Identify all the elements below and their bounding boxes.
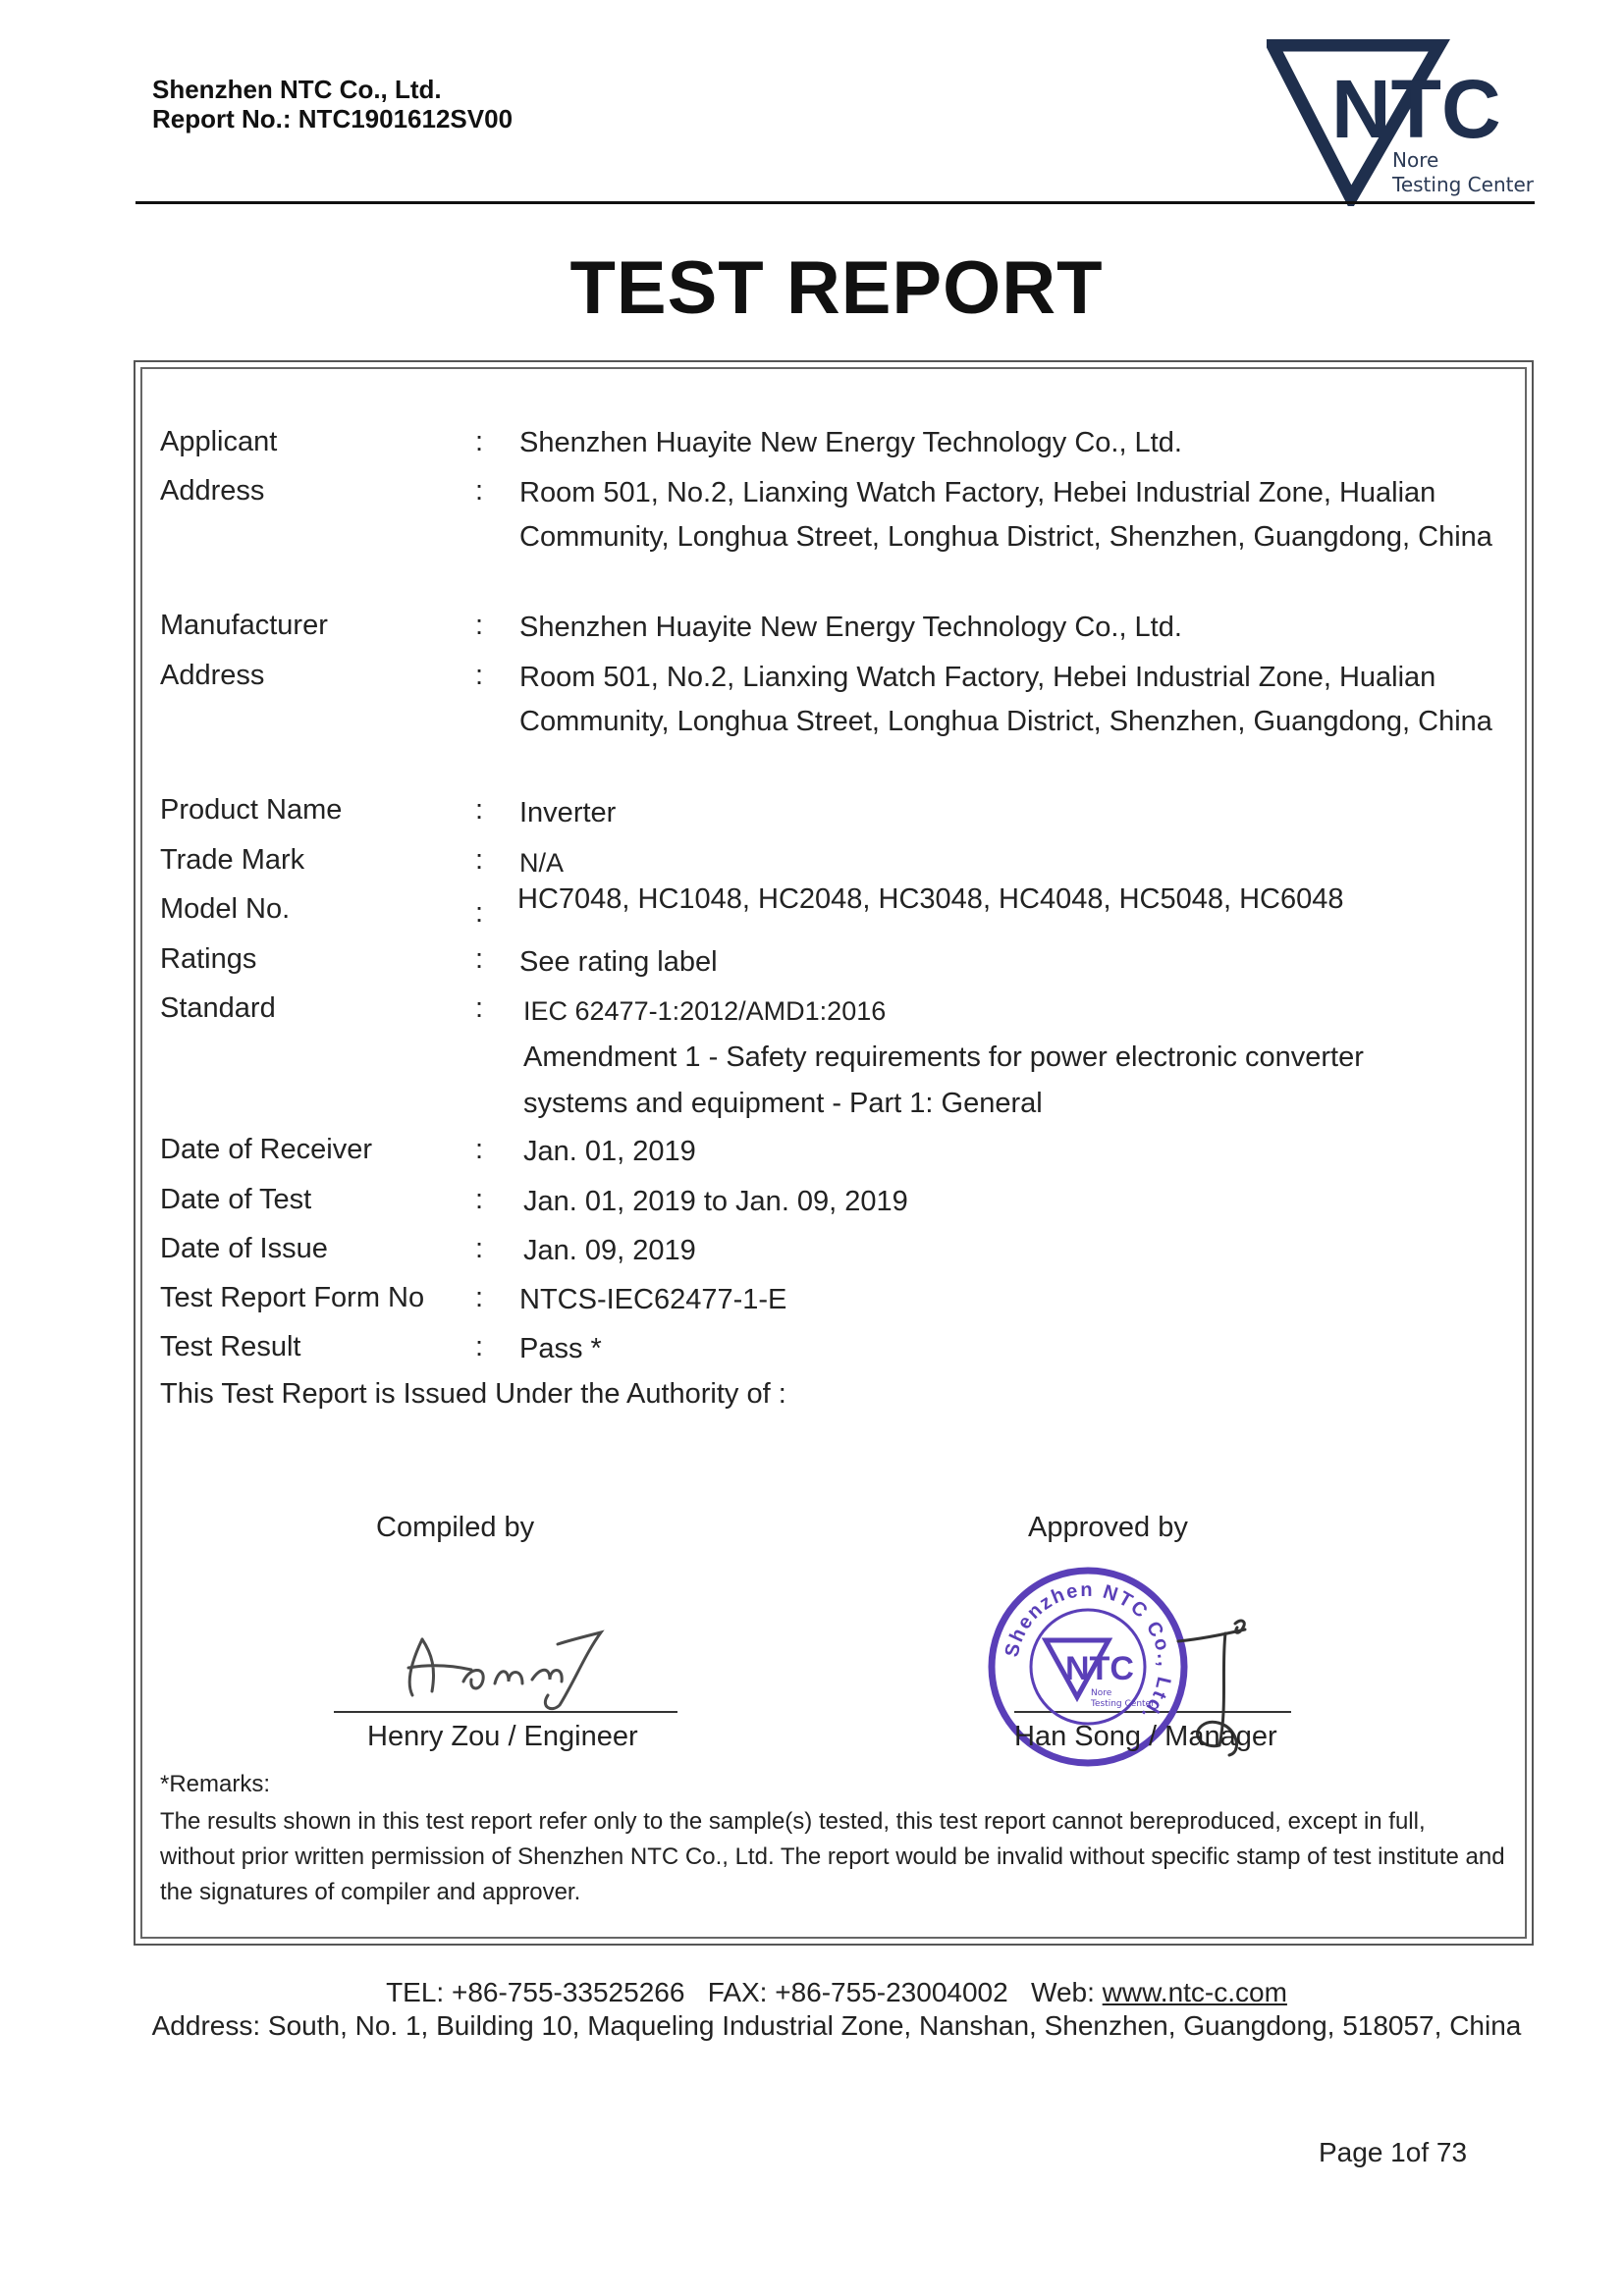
field-label: Standard — [160, 992, 276, 1024]
field-separator: : — [475, 844, 484, 876]
field-value: Community, Longhua Street, Longhua District, Shenzhen, Guangdong, China — [519, 521, 1492, 553]
field-value: Inverter — [519, 797, 617, 828]
field-label: Date of Issue — [160, 1233, 328, 1264]
report-number — [152, 104, 513, 134]
field-separator: : — [475, 1134, 484, 1165]
seal-ring-text: Shenzhen NTC Co., Ltd. — [1001, 1578, 1176, 1727]
field-separator: : — [475, 1331, 484, 1362]
compiled-by-caption: Compiled by — [376, 1512, 535, 1543]
field-value: N/A — [519, 848, 565, 878]
report-number-label: Report No.: — [152, 104, 292, 133]
page-number: Page 1of 73 — [1319, 2137, 1468, 2167]
field-label: Model No. — [160, 893, 291, 925]
field-label: Trade Mark — [160, 844, 305, 876]
field-label: Date of Receiver — [160, 1134, 372, 1165]
footer-address: Address: South, No. 1, Building 10, Maqueling Industrial Zone, Nanshan, Shenzhen, Guangdong, 518057, China — [151, 2010, 1522, 2041]
field-value: Shenzhen Huayite New Energy Technology Co., Ltd. — [519, 427, 1182, 458]
field-value: Community, Longhua Street, Longhua District, Shenzhen, Guangdong, China — [519, 706, 1492, 737]
field-value: NTCS-IEC62477-1-E — [519, 1284, 787, 1315]
field-label: Test Report Form No — [160, 1282, 425, 1313]
logo-line1: Nore — [1392, 148, 1439, 172]
field-separator: : — [475, 943, 484, 975]
field-label: Manufacturer — [160, 610, 328, 641]
logo-mark: NTC — [1331, 63, 1501, 155]
field-separator: : — [475, 660, 484, 691]
approved-by-caption: Approved by — [1028, 1512, 1188, 1543]
field-value: Shenzhen Huayite New Energy Technology Co., Ltd. — [519, 612, 1182, 643]
field-value: Room 501, No.2, Lianxing Watch Factory, Hebei Industrial Zone, Hualian — [519, 477, 1436, 508]
field-label: Date of Test — [160, 1184, 312, 1215]
field-separator: : — [475, 610, 484, 641]
field-label: Applicant — [160, 426, 278, 457]
company-name: Shenzhen NTC Co., Ltd. — [152, 75, 442, 104]
field-value: Room 501, No.2, Lianxing Watch Factory, Hebei Industrial Zone, Hualian — [519, 662, 1436, 693]
logo-line2: Testing Center — [1392, 173, 1534, 196]
field-label: Address — [160, 660, 265, 691]
compiler-signature-line — [334, 1711, 677, 1713]
header-rule — [135, 201, 1535, 204]
field-value: Pass * — [519, 1333, 602, 1364]
field-separator: : — [475, 1184, 484, 1215]
field-separator: : — [475, 475, 484, 507]
field-separator: : — [475, 794, 484, 826]
compiler-name: Henry Zou / Engineer — [367, 1721, 638, 1752]
field-value: See rating label — [519, 946, 718, 978]
remarks-text: The results shown in this test report refer only to the sample(s) tested, this test report cannot bereproduced, except in full, without prior written permission of Shenzhen NTC Co., Ltd. The report would be invalid without specific stamp of test institute and the signatures of compiler and approver. — [160, 1808, 1505, 1905]
footer-fax: FAX: +86-755-23004002 — [707, 1977, 1008, 2007]
field-separator: : — [475, 426, 484, 457]
field-value: systems and equipment - Part 1: General — [523, 1088, 1043, 1119]
seal-center-text: NTC — [1065, 1650, 1134, 1687]
report-number-value: NTC1901612SV00 — [298, 104, 514, 133]
field-label: Product Name — [160, 794, 343, 826]
footer-web-label: Web: — [1031, 1977, 1095, 2007]
approver-name: Han Song / Manager — [1014, 1721, 1277, 1752]
field-label: Address — [160, 475, 265, 507]
remarks-heading: *Remarks: — [160, 1771, 271, 1797]
field-separator: : — [475, 1233, 484, 1264]
field-value: Jan. 09, 2019 — [523, 1235, 696, 1266]
field-label: Test Result — [160, 1331, 301, 1362]
field-value: IEC 62477-1:2012/AMD1:2016 — [523, 996, 887, 1026]
authority-statement: This Test Report is Issued Under the Authority of : — [160, 1378, 786, 1410]
field-value: Jan. 01, 2019 — [523, 1136, 696, 1167]
field-separator: : — [475, 897, 484, 929]
field-value: HC7048, HC1048, HC2048, HC3048, HC4048, HC5048, HC6048 — [517, 883, 1344, 915]
seal-line1: Nore — [1091, 1688, 1112, 1698]
compiler-signature — [393, 1585, 638, 1713]
field-separator: : — [475, 992, 484, 1024]
footer-web-link[interactable]: www.ntc-c.com — [1102, 1977, 1287, 2007]
ntc-logo — [1267, 39, 1542, 206]
page-title: TEST REPORT — [569, 246, 1104, 330]
field-separator: : — [475, 1282, 484, 1313]
footer-tel: TEL: +86-755-33525266 — [386, 1977, 685, 2007]
field-value: Amendment 1 - Safety requirements for power electronic converter — [523, 1041, 1364, 1073]
footer-contact — [0, 1977, 1624, 2008]
seal-line2: Testing Center — [1091, 1699, 1155, 1709]
field-value: Jan. 01, 2019 to Jan. 09, 2019 — [523, 1186, 908, 1217]
field-label: Ratings — [160, 943, 257, 975]
